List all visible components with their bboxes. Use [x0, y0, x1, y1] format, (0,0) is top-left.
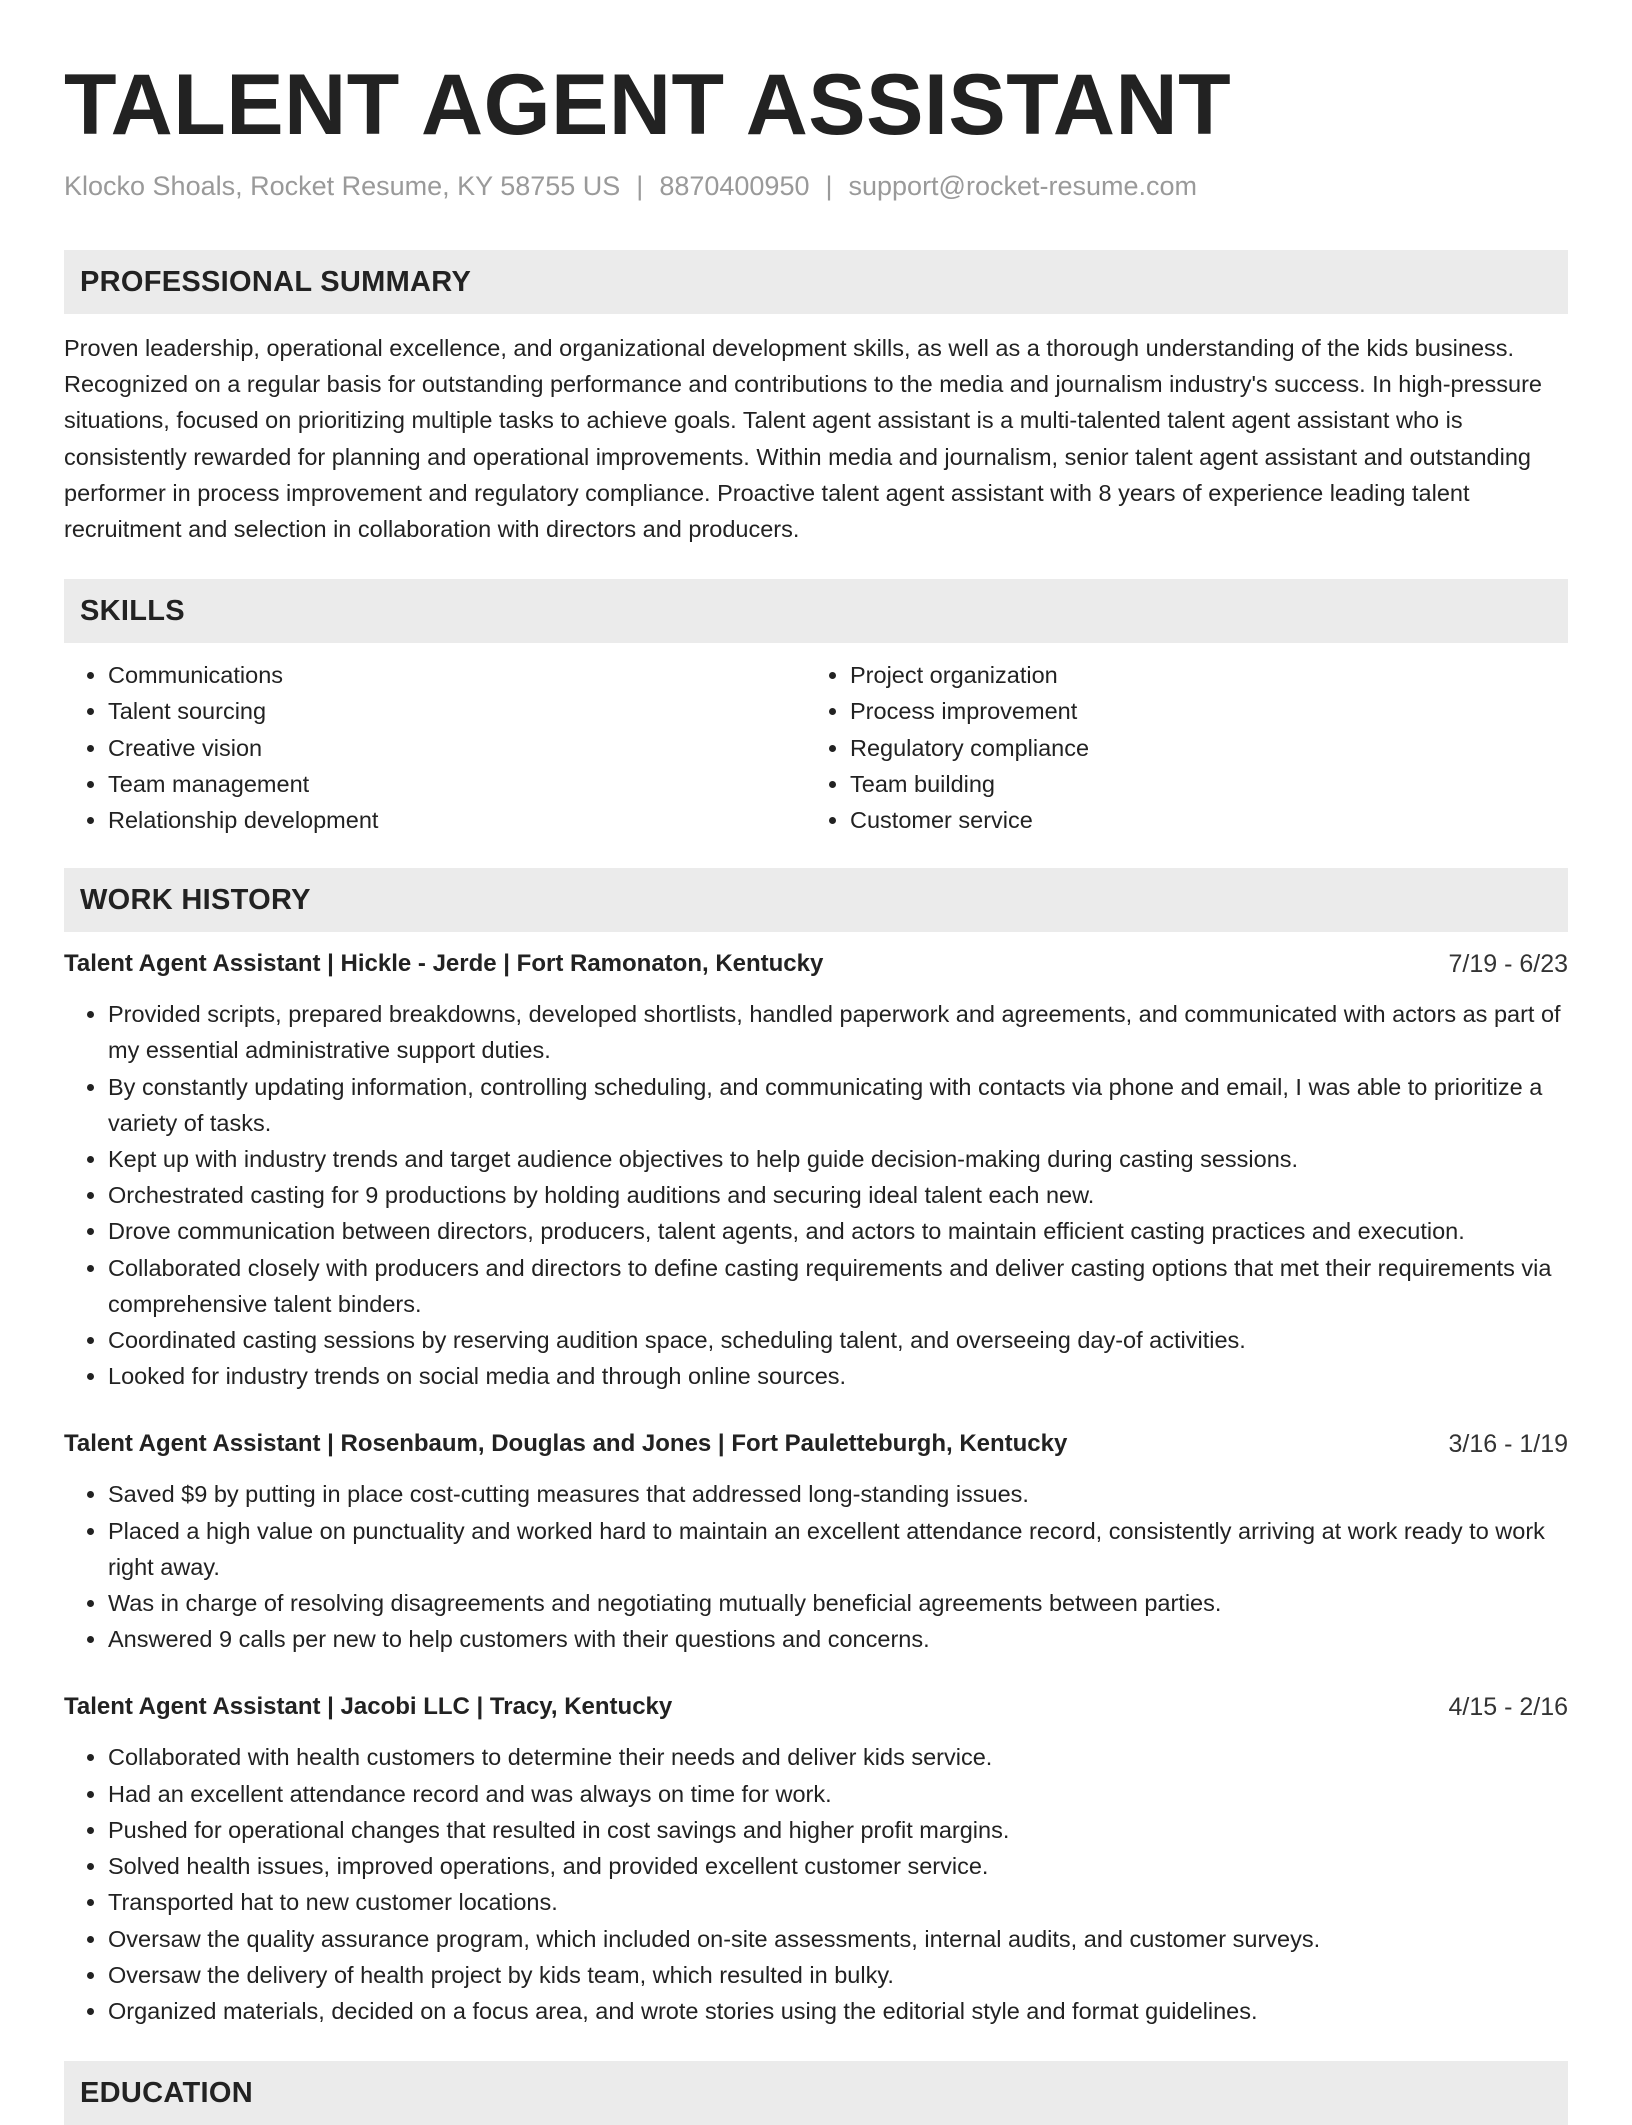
job-bullet: • By constantly updating information, controlling scheduling, and communicating with contacts via phone and email, I was able to prioritize a variety of tasks. [108, 1069, 1568, 1141]
skill-item: • Regulatory compliance [850, 730, 1548, 766]
skill-item: • Communications [108, 657, 806, 693]
job-bullets [64, 1739, 1568, 2029]
skill-item: • Relationship development [108, 802, 806, 838]
job-title: Talent Agent Assistant | Jacobi LLC | Tracy, Kentucky [64, 1693, 673, 1721]
contact-email: support@rocket-resume.com [848, 171, 1198, 201]
job-bullet: • Coordinated casting sessions by reserving audition space, scheduling talent, and overseeing day-of activities. [108, 1322, 1568, 1358]
job-dates: 7/19 - 6/23 [1448, 950, 1568, 979]
job-bullet: • Provided scripts, prepared breakdowns, developed shortlists, handled paperwork and agreements, and communicated with actors as part of my essential administrative support duties. [108, 996, 1568, 1068]
resume-page [64, 0, 1568, 2125]
contact-address: Klocko Shoals, Rocket Resume, KY 58755 US [64, 171, 621, 201]
job-entry [64, 1689, 1568, 2029]
contact-separator: | [825, 171, 833, 201]
job-bullet: • Solved health issues, improved operations, and provided excellent customer service. [108, 1848, 1568, 1884]
job-bullet: • Had an excellent attendance record and was always on time for work. [108, 1776, 1568, 1812]
skill-item: • Creative vision [108, 730, 806, 766]
job-bullet: • Organized materials, decided on a focus area, and wrote stories using the editorial style and format guidelines. [108, 1993, 1568, 2029]
job-bullets [64, 1476, 1568, 1657]
section-header-skills: SKILLS [64, 579, 1568, 643]
job-entry [64, 1426, 1568, 1657]
job-bullet: • Answered 9 calls per new to help customers with their questions and concerns. [108, 1621, 1568, 1657]
section-header-work-history: WORK HISTORY [64, 868, 1568, 932]
skill-item: • Process improvement [850, 693, 1548, 729]
job-heading-row [64, 1689, 1568, 1725]
job-dates: 4/15 - 2/16 [1448, 1693, 1568, 1722]
skill-item: • Team management [108, 766, 806, 802]
job-bullet: • Placed a high value on punctuality and worked hard to maintain an excellent attendance record, consistently arriving at work ready to work right away. [108, 1513, 1568, 1585]
job-title: Talent Agent Assistant | Rosenbaum, Douglas and Jones | Fort Pauletteburgh, Kentucky [64, 1430, 1068, 1458]
contact-line [64, 168, 1568, 204]
job-bullets [64, 996, 1568, 1394]
job-bullet: • Saved $9 by putting in place cost-cutting measures that addressed long-standing issues. [108, 1476, 1568, 1512]
skills-column-right [806, 657, 1548, 838]
job-bullet: • Collaborated with health customers to determine their needs and deliver kids service. [108, 1739, 1568, 1775]
section-header-education: EDUCATION [64, 2061, 1568, 2125]
job-entry [64, 946, 1568, 1394]
job-bullet: • Oversaw the quality assurance program, which included on-site assessments, internal audits, and customer surveys. [108, 1921, 1568, 1957]
job-bullet: • Orchestrated casting for 9 productions by holding auditions and securing ideal talent each new. [108, 1177, 1568, 1213]
job-title: Talent Agent Assistant | Hickle - Jerde | Fort Ramonaton, Kentucky [64, 950, 824, 978]
job-bullet: • Drove communication between directors, producers, talent agents, and actors to maintain efficient casting practices and execution. [108, 1213, 1568, 1249]
skill-item: • Team building [850, 766, 1548, 802]
job-bullet: • Transported hat to new customer locations. [108, 1884, 1568, 1920]
skills-column-left [64, 657, 806, 838]
job-bullet: • Pushed for operational changes that resulted in cost savings and higher profit margins. [108, 1812, 1568, 1848]
skill-item: • Customer service [850, 802, 1548, 838]
skill-item: • Talent sourcing [108, 693, 806, 729]
skill-item: • Project organization [850, 657, 1548, 693]
job-bullet: • Collaborated closely with producers and directors to define casting requirements and deliver casting options that met their requirements via comprehensive talent binders. [108, 1250, 1568, 1322]
job-heading-row [64, 946, 1568, 982]
section-header-summary: PROFESSIONAL SUMMARY [64, 250, 1568, 314]
job-heading-row [64, 1426, 1568, 1462]
job-bullet: • Looked for industry trends on social media and through online sources. [108, 1358, 1568, 1394]
skills-list [64, 657, 1568, 838]
contact-phone: 8870400950 [659, 171, 810, 201]
job-bullet: • Kept up with industry trends and target audience objectives to help guide decision-making during casting sessions. [108, 1141, 1568, 1177]
contact-separator: | [636, 171, 644, 201]
summary-text: Proven leadership, operational excellence, and organizational development skills, as well as a thorough understanding of the kids business. Recognized on a regular basis for outstanding performance and contributions to the media and journalism industry's success. In high-pressure situations, focused on prioritizing multiple tasks to achieve goals. Talent agent assistant is a multi-talented talent agent assistant who is consistently rewarded for planning and operational improvements. Within media and journalism, senior talent agent assistant and outstanding performer in process improvement and regulatory compliance. Proactive talent agent assistant with 8 years of experience leading talent recruitment and selection in collaboration with directors and producers. [64, 335, 1542, 543]
job-bullet: • Was in charge of resolving disagreements and negotiating mutually beneficial agreements between parties. [108, 1585, 1568, 1621]
job-bullet: • Oversaw the delivery of health project by kids team, which resulted in bulky. [108, 1957, 1568, 1993]
job-dates: 3/16 - 1/19 [1448, 1430, 1568, 1459]
resume-name: TALENT AGENT ASSISTANT [64, 57, 1232, 153]
